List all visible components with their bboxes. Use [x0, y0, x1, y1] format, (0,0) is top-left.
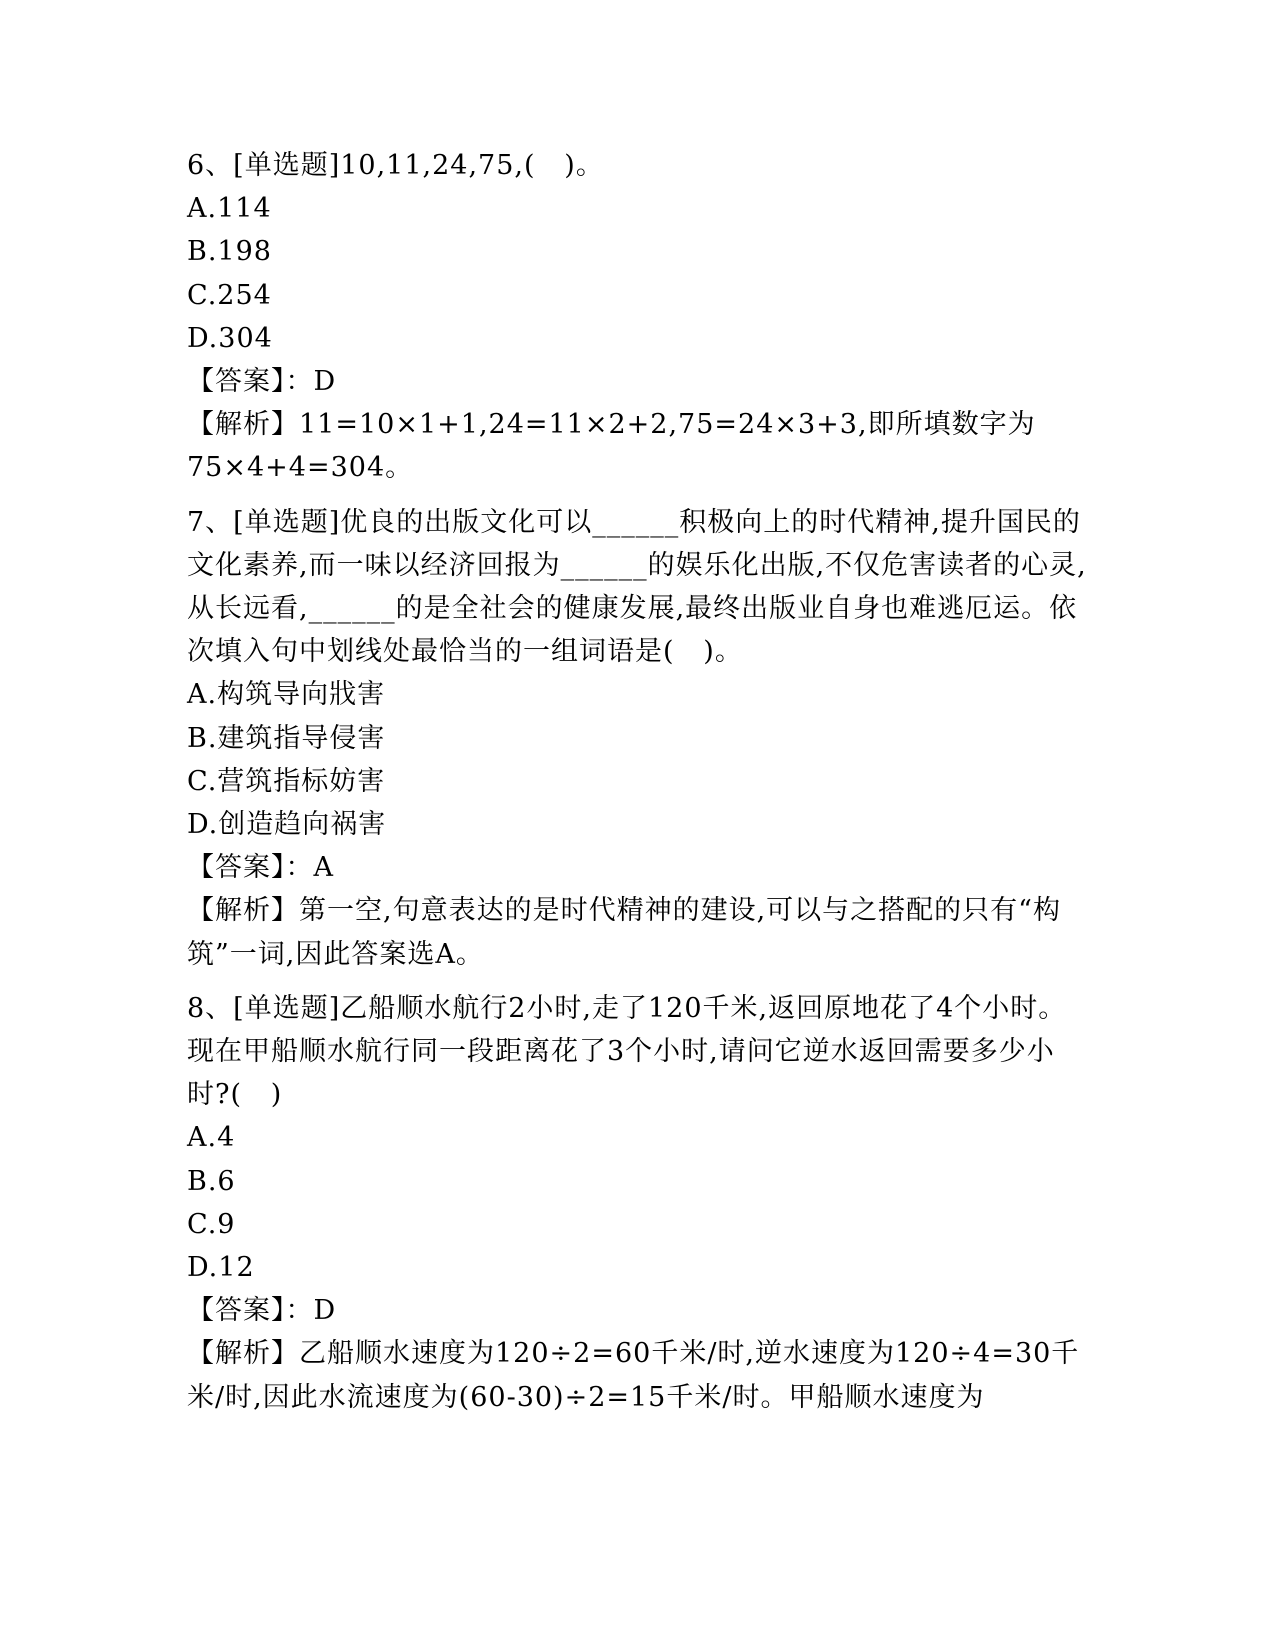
option-d: D.304	[187, 322, 273, 354]
option-a: A.114	[187, 193, 272, 225]
option-d: D.12	[187, 1252, 255, 1284]
option-b: B.6	[187, 1165, 236, 1197]
option-c: C.254	[187, 279, 272, 311]
explanation: 【解析】11=10×1+1,24=11×2+2,75=24×3+3,即所填数字为75×4+4=304。	[187, 409, 1036, 484]
question-stem: 7、[单选题]优良的出版文化可以______积极向上的时代精神,提升国民的文化素养,而一味以经济回报为______的娱乐化出版,不仅危害读者的心灵,从长远看,______的是全社会的健康发展,最终出版业自身也难逃厄运。依次填入句中划线处最恰当的一组词语是( )。	[187, 506, 1087, 668]
question-8	[187, 987, 1087, 1419]
explanation: 【解析】第一空,句意表达的是时代精神的建设,可以与之搭配的只有“构筑”一词,因此答案选A。	[187, 895, 1061, 970]
answer: 【答案】：D	[187, 1295, 337, 1327]
option-a: A.构筑导向戕害	[187, 679, 386, 711]
option-c: C.9	[187, 1208, 236, 1240]
option-c: C.营筑指标妨害	[187, 765, 386, 797]
answer: 【答案】：A	[187, 852, 334, 884]
question-stem: 8、[单选题]乙船顺水航行2小时,走了120千米,返回原地花了4个小时。现在甲船顺水航行同一段距离花了3个小时,请问它逆水返回需要多少小时?( )	[187, 992, 1067, 1111]
option-b: B.198	[187, 236, 272, 268]
option-b: B.建筑指导侵害	[187, 722, 386, 754]
answer: 【答案】：D	[187, 366, 337, 398]
option-d: D.创造趋向祸害	[187, 809, 387, 841]
question-list	[187, 144, 1087, 1430]
explanation: 【解析】乙船顺水速度为120÷2=60千米/时,逆水速度为120÷4=30千米/时,因此水流速度为(60-30)÷2=15千米/时。甲船顺水速度为	[187, 1338, 1080, 1413]
question-stem: 6、[单选题]10,11,24,75,( )。	[187, 150, 604, 181]
question-6	[187, 144, 1087, 490]
question-7	[187, 501, 1087, 976]
option-a: A.4	[187, 1122, 236, 1154]
